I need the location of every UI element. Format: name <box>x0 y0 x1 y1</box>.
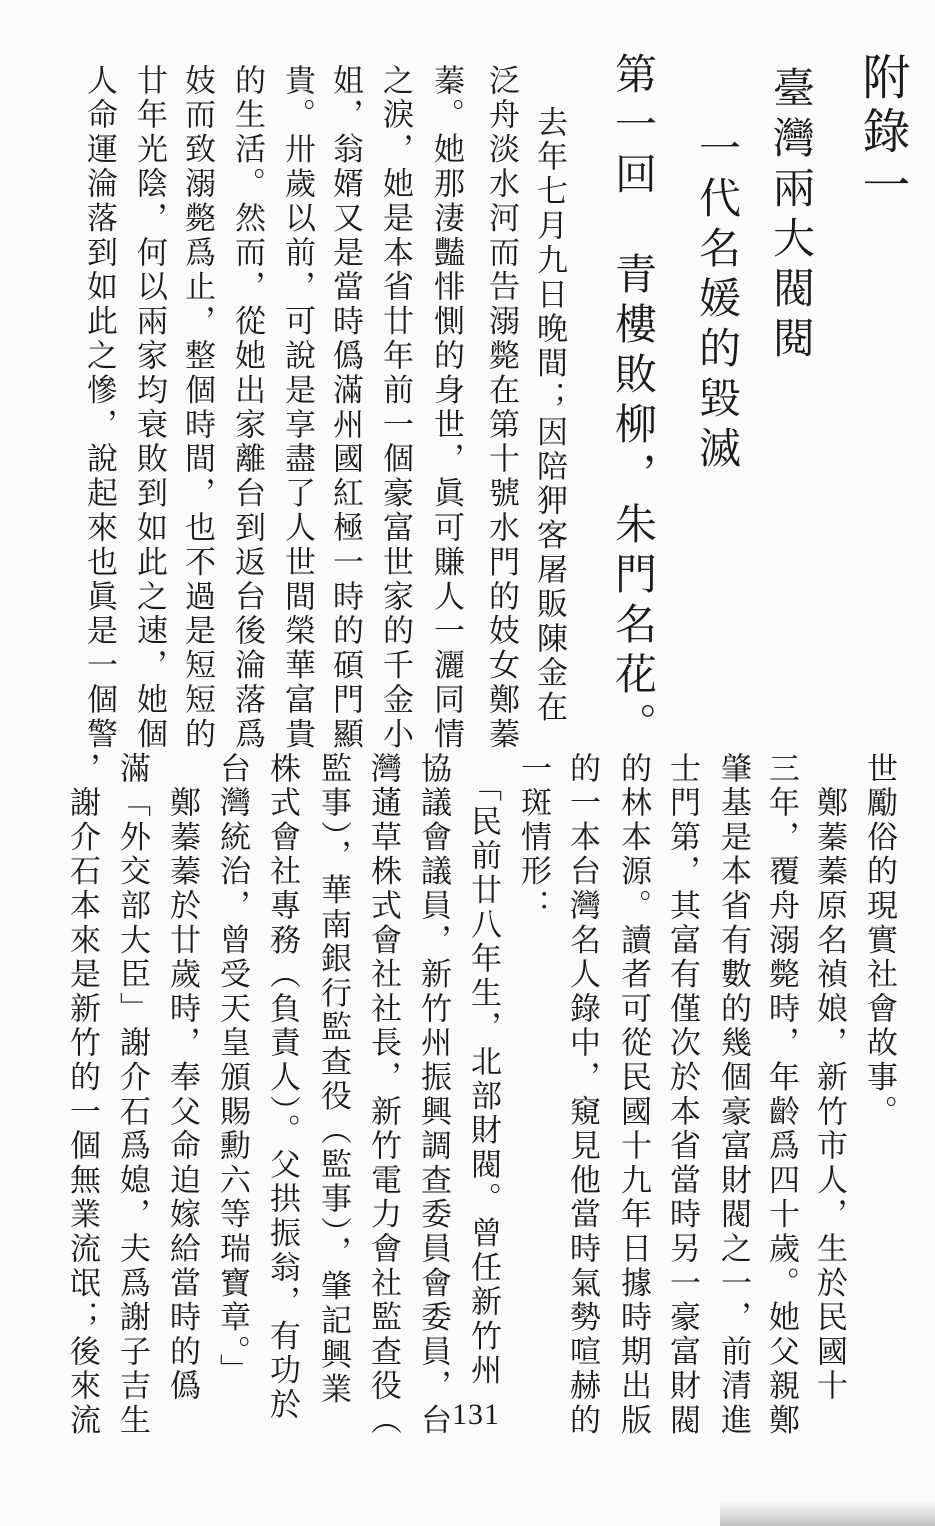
lower-text-column: 滿「外交部大臣」謝介石爲媳，夫爲謝子吉生 <box>114 752 150 1438</box>
lower-text-column: 鄭蓁蓁原名禎娘，新竹市人，生於民國十 <box>811 752 847 1404</box>
lower-text-column: 株式會社專務（負責人）。父拱振翁，有功於 <box>264 752 300 1423</box>
upper-text-column: 的生活。然而，從她出家離台到返台後淪落爲 <box>229 64 265 752</box>
upper-text-column: 人命運淪落到如此之慘，說起來也眞是一個警 <box>81 64 117 752</box>
lower-text-column: 灣蓪草株式會社社長，新竹電力會社監查役（ <box>365 752 401 1438</box>
upper-text-column: 泛舟淡水河而告溺斃在第十號水門的妓女鄭蓁 <box>483 64 519 752</box>
lower-text-column: 世勵俗的現實社會故事。 <box>861 752 897 1130</box>
page-number: 131 <box>452 1398 500 1431</box>
upper-text-column: 廿年光陰，何以兩家均衰敗到如此之速，她個 <box>131 64 167 752</box>
lower-text-column: 一斑情形： <box>515 752 551 924</box>
lower-text-column: 鄭蓁蓁於廿歲時，奉父命迫嫁給當時的僞 <box>164 752 200 1404</box>
appendix-heading: 附錄一 <box>854 52 910 214</box>
upper-text-column: 去年七月九日晚間；因陪狎客屠販陳金在 <box>531 106 567 726</box>
upper-text-column: 蓁。她那淒豔悱惻的身世，眞可賺人一灑同情 <box>428 64 464 752</box>
lower-text-column: ，謝介石本來是新竹的一個無業流氓；後來流 <box>64 752 100 1438</box>
scan-shadow <box>720 1500 935 1526</box>
lower-text-column: 「民前廿八年生，北部財閥。曾任新竹州 <box>465 752 501 1389</box>
lower-text-column: 的一本台灣名人錄中，窺見他當時氣勢喧赫的 <box>564 752 600 1438</box>
lower-text-column: 三年，覆舟溺斃時，年齡爲四十歲。她父親鄭 <box>763 752 799 1438</box>
section-heading: 第一回 青樓敗柳，朱門名花。 <box>609 52 658 752</box>
lower-text-column: 士門第，其富有僅次於本省當時另一豪富財閥 <box>664 752 700 1438</box>
upper-text-column: 妓而致溺斃爲止，整個時間，也不過是短短的 <box>179 64 215 752</box>
lower-text-column: 協議會議員，新竹州振興調查委員會委員，台 <box>415 752 451 1438</box>
lower-text-column: 的林本源。讀者可從民國十九年日據時期出版 <box>615 752 651 1438</box>
lower-text-column: 監事），華南銀行監查役（監事），肇記興業 <box>315 752 351 1407</box>
chapter-subtitle: 一代名媛的毀滅 <box>693 126 742 476</box>
upper-text-column: 姐，翁婿又是當時僞滿州國紅極一時的碩門顯 <box>327 64 363 752</box>
upper-text-column: 貴。卅歲以前，可說是享盡了人世間榮華富貴 <box>279 64 315 752</box>
chapter-main-title: 臺灣兩大閥閱 <box>767 66 816 366</box>
upper-text-column: 之淚，她是本省廿年前一個豪富世家的千金小 <box>377 64 413 752</box>
lower-text-column: 肇基是本省有數的幾個豪富財閥之一，前清進 <box>715 752 751 1438</box>
lower-text-column: 台灣統治，曾受天皇頒賜勳六等瑞寶章。」 <box>214 752 250 1389</box>
